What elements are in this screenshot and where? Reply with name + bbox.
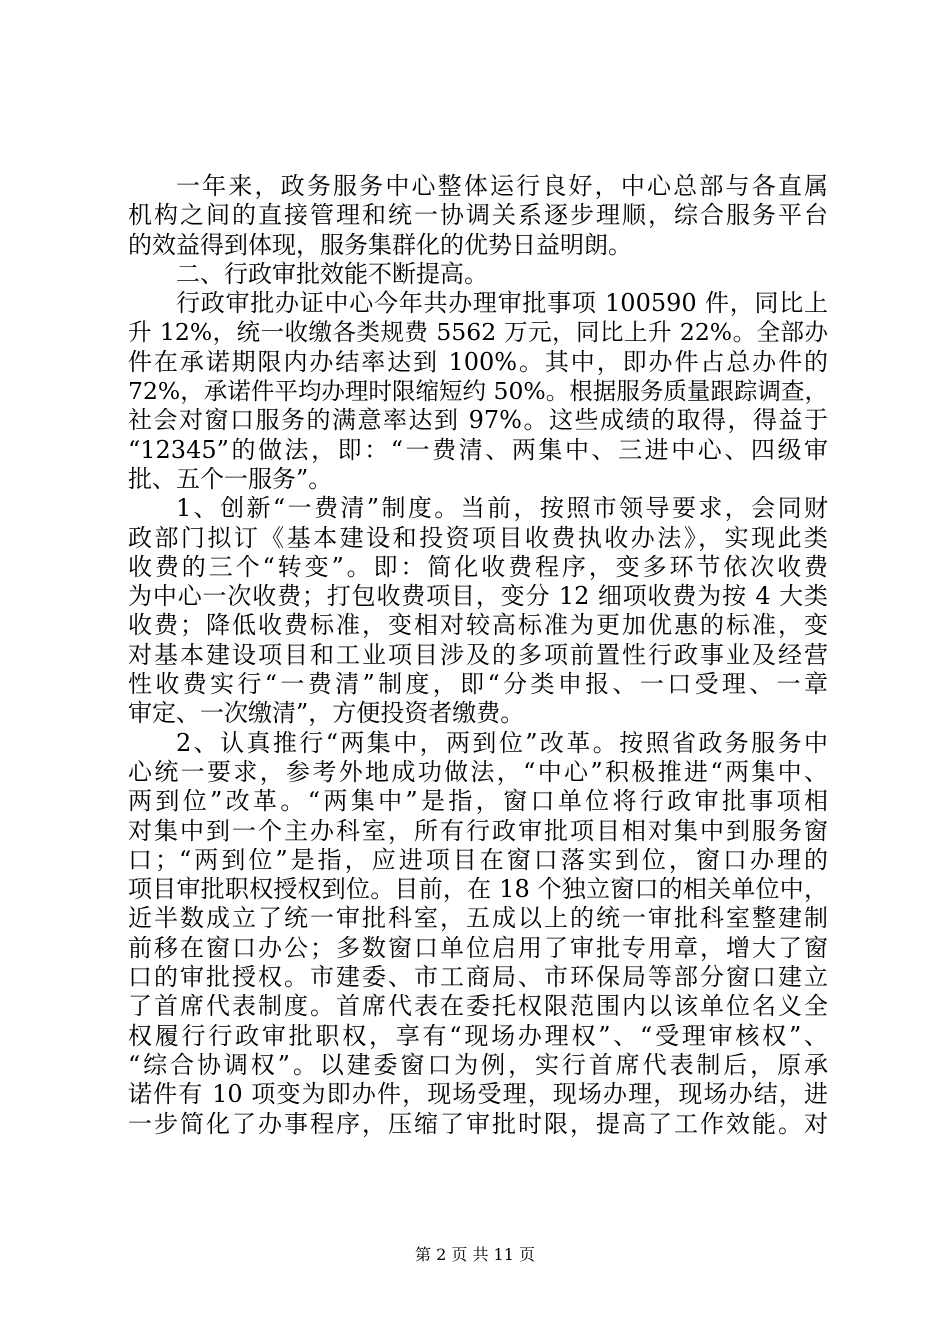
document-body bbox=[128, 172, 828, 1139]
text-line: 政部门拟订《基本建设和投资项目收费执收办法》，实现此类 bbox=[128, 523, 828, 552]
text-line: “12345”的做法，即：“一费清、两集中、三进中心、四级审 bbox=[128, 435, 828, 464]
text-line: 前移在窗口办公；多数窗口单位启用了审批专用章，增大了窗 bbox=[128, 933, 828, 962]
text-line: 二、行政审批效能不断提高。 bbox=[176, 259, 488, 288]
text-line: 一步简化了办事程序，压缩了审批时限，提高了工作效能。对 bbox=[128, 1109, 828, 1138]
text-line: 2、认真推行“两集中，两到位”改革。按照省政务服务中 bbox=[176, 728, 828, 757]
text-line: 心统一要求，参考外地成功做法，“中心”积极推进“两集中、 bbox=[128, 757, 828, 786]
text-line: 的效益得到体现，服务集群化的优势日益明朗。 bbox=[128, 230, 632, 259]
text-line: 件在承诺期限内办结率达到 100%。其中，即办件占总办件的 bbox=[128, 347, 828, 376]
text-line: 近半数成立了统一审批科室，五成以上的统一审批科室整建制 bbox=[128, 904, 828, 933]
text-line: 口的审批授权。市建委、市工商局、市环保局等部分窗口建立 bbox=[128, 963, 828, 992]
text-line: 1、创新“一费清”制度。当前，按照市领导要求，会同财 bbox=[176, 494, 828, 523]
text-line: 权履行行政审批职权，享有“现场办理权”、“受理审核权”、 bbox=[128, 1021, 828, 1050]
text-line: 升 12%，统一收缴各类规费 5562 万元，同比上升 22%。全部办 bbox=[128, 318, 828, 347]
text-line: 社会对窗口服务的满意率达到 97%。这些成绩的取得，得益于 bbox=[128, 406, 828, 435]
text-line: 批、五个一服务”。 bbox=[128, 464, 333, 493]
text-line: 口；“两到位”是指，应进项目在窗口落实到位，窗口办理的 bbox=[128, 845, 828, 874]
text-line: 审定、一次缴清”，方便投资者缴费。 bbox=[128, 699, 525, 728]
text-line: 了首席代表制度。首席代表在委托权限范围内以该单位名义全 bbox=[128, 992, 828, 1021]
text-line: 收费的三个“转变”。即：简化收费程序，变多环节依次收费 bbox=[128, 552, 828, 581]
text-line: 性收费实行“一费清”制度，即“分类申报、一口受理、一章 bbox=[128, 670, 828, 699]
text-line: 诺件有 10 项变为即办件，现场受理，现场办理，现场办结，进 bbox=[128, 1080, 828, 1109]
text-line: 对基本建设项目和工业项目涉及的多项前置性行政事业及经营 bbox=[128, 640, 828, 669]
text-line: 项目审批职权授权到位。目前，在 18 个独立窗口的相关单位中， bbox=[128, 875, 828, 904]
text-line: 一年来，政务服务中心整体运行良好，中心总部与各直属 bbox=[176, 172, 828, 200]
text-line: 对集中到一个主办科室，所有行政审批项目相对集中到服务窗 bbox=[128, 816, 828, 845]
text-line: 机构之间的直接管理和统一协调关系逐步理顺，综合服务平台 bbox=[128, 201, 828, 230]
text-line: 72%，承诺件平均办理时限缩短约 50%。根据服务质量跟踪调查， bbox=[128, 377, 828, 406]
text-line: “综合协调权”。以建委窗口为例，实行首席代表制后，原承 bbox=[128, 1050, 828, 1079]
page-footer: 第 2 页 共 11 页 bbox=[415, 1245, 535, 1264]
text-line: 两到位”改革。“两集中”是指，窗口单位将行政审批事项相 bbox=[128, 787, 828, 816]
text-line: 为中心一次收费；打包收费项目，变分 12 细项收费为按 4 大类 bbox=[128, 582, 828, 611]
text-line: 行政审批办证中心今年共办理审批事项 100590 件，同比上 bbox=[176, 289, 828, 318]
text-line: 收费；降低收费标准，变相对较高标准为更加优惠的标准，变 bbox=[128, 611, 828, 640]
